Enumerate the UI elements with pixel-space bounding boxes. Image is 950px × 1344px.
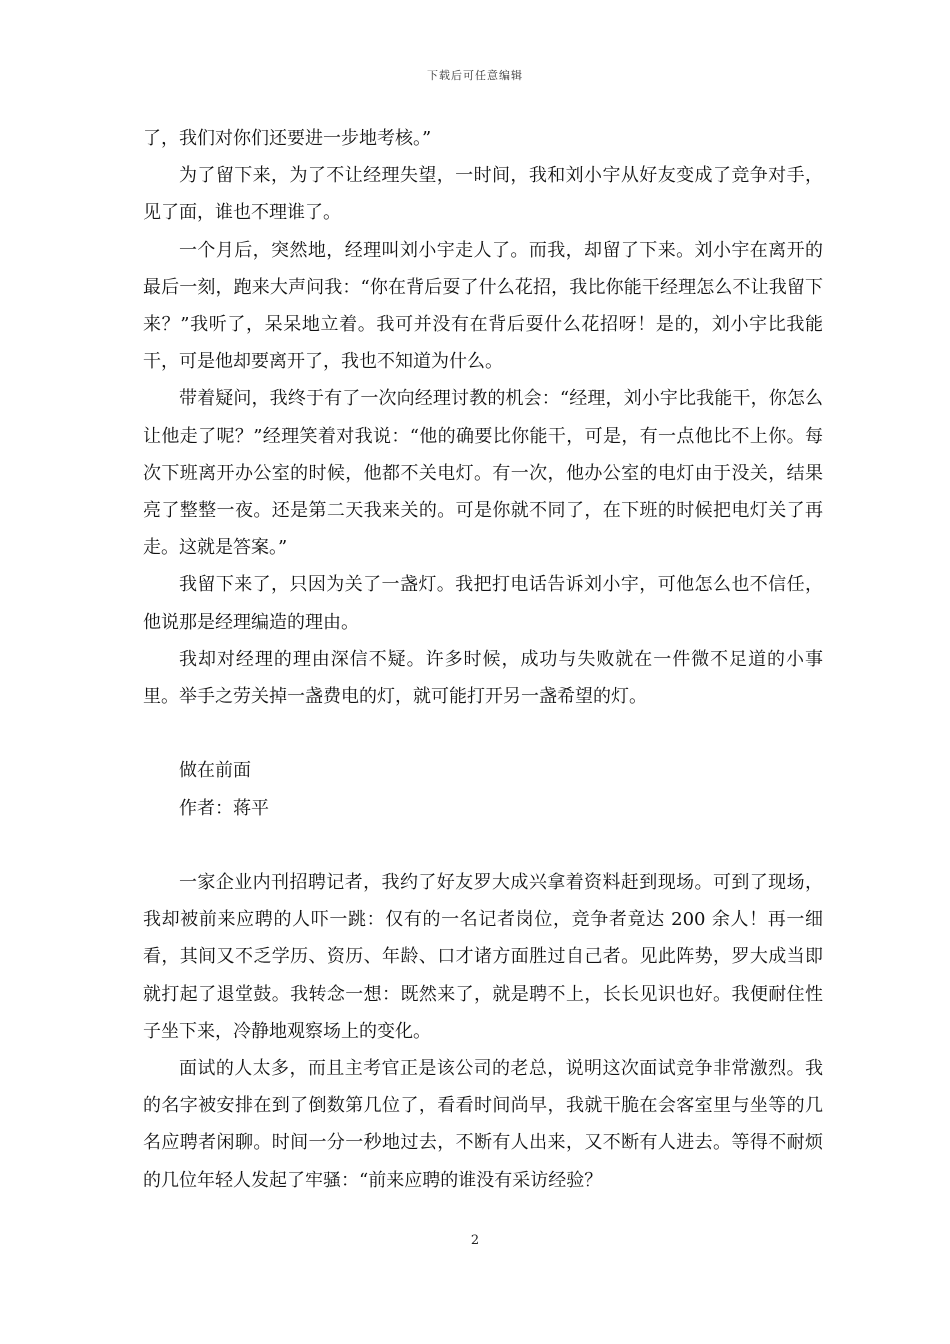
- paragraph: 我留下来了，只因为关了一盏灯。我把打电话告诉刘小宇，可他怎么也不信任，他说那是经理编造的理由。: [143, 574, 823, 633]
- page-header: 下载后可任意编辑: [427, 69, 523, 82]
- paragraph: 了，我们对你们还要进一步地考核。”: [143, 128, 432, 149]
- document-body: [143, 120, 823, 1199]
- page-number: 2: [470, 1233, 480, 1248]
- paragraph: 我却对经理的理由深信不疑。许多时候，成功与失败就在一件微不足道的小事里。举手之劳关掉一盏费电的灯，就可能打开另一盏希望的灯。: [143, 648, 823, 708]
- paragraph: 面试的人太多，而且主考官正是该公司的老总，说明这次面试竞争非常激烈。我的名字被安排在到了倒数第几位了，看看时间尚早，我就干脆在会客室里与坐等的几名应聘者闲聊。时间一分一秒地过去，不断有人出来，又不断有人进去。等得不耐烦的几位年轻人发起了牢骚：“前来应聘的谁没有采访经验？: [143, 1058, 823, 1191]
- spacer: [143, 827, 823, 864]
- paragraph: 一个月后，突然地，经理叫刘小宇走人了。而我，却留了下来。刘小宇在离开的最后一刻，跑来大声问我：“你在背后耍了什么花招，我比你能干经理怎么不让我留下来？”我听了，呆呆地立着。我可并没有在背后耍什么花招呀！是的，刘小宇比我能干，可是他却要离开了，我也不知道为什么。: [143, 239, 823, 373]
- article-author: 作者：蒋平: [179, 797, 269, 819]
- article-title: 做在前面: [179, 760, 251, 782]
- spacer: [143, 715, 823, 752]
- paragraph: 一家企业内刊招聘记者，我约了好友罗大成兴拿着资料赶到现场。可到了现场，我却被前来应聘的人吓一跳：仅有的一名记者岗位，竞争者竟达 200 余人！再一细看，其间又不乏学历、资历、年龄、口才诸方面胜过自己者。见此阵势，罗大成当即就打起了退堂鼓。我转念一想：既然来了，就是聘不上，长长见识也好。我便耐住性子坐下来，冷静地观察场上的变化。: [143, 872, 823, 1042]
- paragraph: 带着疑问，我终于有了一次向经理讨教的机会：“经理，刘小宇比我能干，你怎么让他走了呢？”经理笑着对我说：“他的确要比你能干，可是，有一点他比不上你。每次下班离开办公室的时候，他都不关电灯。有一次，他办公室的电灯由于没关，结果亮了整整一夜。还是第二天我来关的。可是你就不同了，在下班的时候把电灯关了再走。这就是答案。”: [143, 388, 823, 559]
- paragraph: 为了留下来，为了不让经理失望，一时间，我和刘小宇从好友变成了竞争对手，见了面，谁也不理谁了。: [143, 165, 823, 224]
